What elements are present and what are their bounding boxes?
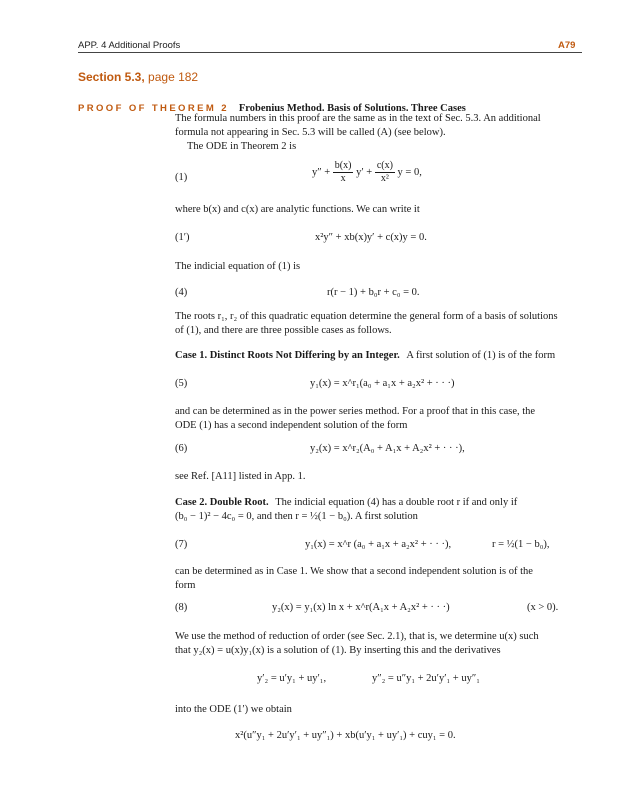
equation-1 (312, 160, 422, 185)
fraction (333, 160, 354, 185)
equation-6: y₂(x) = x^r₂(A₀ + A₁x + A₂x² + · · ·), (310, 443, 465, 454)
case-1-paragraph (175, 405, 585, 433)
intro-line: The formula numbers in this proof are the same as in the text of Sec. 5.3. An additional (175, 113, 541, 124)
text-line: that y₂(x) = u(x)y₁(x) is a solution of (1). By inserting this and the derivatives (175, 645, 501, 656)
derivative-1: y′₂ = u′y₁ + uy′₁, (257, 673, 327, 684)
section-title: Section 5.3, (78, 70, 145, 84)
text-line: We use the method of reduction of order (see Sec. 2.1), that is, we determine u(x) such (175, 631, 539, 642)
page-number: A79 (558, 40, 576, 51)
case-1-heading (175, 349, 555, 363)
frac-den: x (340, 173, 346, 184)
running-header: APP. 4 Additional Proofs (78, 40, 181, 51)
text-line: (b₀ − 1)² − 4c₀ = 0, and then r = ½(1 − b₀). A first solution (175, 511, 418, 522)
equation-5: y₁(x) = x^r₁(a₀ + a₁x + a₂x² + · · ·) (310, 378, 455, 389)
equation-8-condition: (x > 0). (527, 602, 559, 613)
intro-paragraph (175, 112, 585, 154)
case-text: The indicial equation (4) has a double root r if and only if (275, 497, 518, 508)
section-heading (78, 70, 198, 84)
equation-number: (8) (175, 602, 188, 613)
derivative-2: y″₂ = u″y₁ + 2u′y′₁ + uy″₁ (372, 673, 480, 684)
equation-number: (6) (175, 443, 188, 454)
proof-label: PROOF OF THEOREM 2 (78, 103, 229, 114)
eq-term: y″ + (312, 166, 331, 178)
case-title: Case 1. Distinct Roots Not Differing by an Integer. (175, 350, 400, 361)
frac-num: c(x) (376, 160, 393, 171)
equation-7: y₁(x) = x^r (a₀ + a₁x + a₂x² + · · ·), (305, 539, 452, 550)
where-text: where b(x) and c(x) are analytic functions. We can write it (175, 204, 420, 215)
equation-number: (5) (175, 378, 188, 389)
text-line: of (1), and there are three possible cases as follows. (175, 325, 392, 336)
frac-den: x² (380, 173, 389, 184)
reference-text: see Ref. [A11] listed in App. 1. (175, 471, 306, 482)
equation-number: (1) (175, 172, 188, 183)
eq-term: y′ + (356, 166, 373, 178)
case-title: Case 2. Double Root. (175, 497, 269, 508)
equation-4: r(r − 1) + b₀r + c₀ = 0. (327, 287, 420, 298)
equation-number: (1′) (175, 232, 190, 243)
equation-number: (4) (175, 287, 188, 298)
case-2-paragraph (175, 496, 585, 524)
frac-num: b(x) (334, 160, 352, 171)
reduction-paragraph (175, 630, 585, 658)
text-line: ODE (1) has a second independent solution of the form (175, 420, 408, 431)
text-line: form (175, 580, 196, 591)
text-line: The roots r₁, r₂ of this quadratic equation determine the general form of a basis of solutions (175, 311, 558, 322)
equation-7-condition: r = ½(1 − b₀), (492, 539, 550, 550)
eq-term: y = 0, (397, 166, 422, 178)
roots-paragraph (175, 310, 585, 338)
indicial-intro: The indicial equation of (1) is (175, 261, 301, 272)
case-text: A first solution of (1) is of the form (406, 350, 556, 361)
equation-number: (7) (175, 539, 188, 550)
text-line: can be determined as in Case 1. We show that a second independent solution is of the (175, 566, 533, 577)
into-text: into the ODE (1′) we obtain (175, 704, 292, 715)
equation-8: y₂(x) = y₁(x) ln x + x^r(A₁x + A₂x² + · · ·) (272, 602, 450, 613)
equation-final: x²(u″y₁ + 2u′y′₁ + uy″₁) + xb(u′y₁ + uy′₁) + cuy₁ = 0. (235, 730, 456, 741)
header-rule (78, 52, 582, 53)
section-page: page 182 (148, 70, 199, 84)
proof-title: Frobenius Method. Basis of Solutions. Three Cases (238, 103, 466, 114)
intro-line: The ODE in Theorem 2 is (187, 141, 297, 152)
case-2b-paragraph (175, 565, 585, 593)
fraction (375, 160, 395, 185)
intro-line: formula not appearing in Sec. 5.3 will be called (A) (see below). (175, 127, 446, 138)
equation-1-prime: x²y″ + xb(x)y′ + c(x)y = 0. (315, 232, 427, 243)
text-line: and can be determined as in the power series method. For a proof that in this case, the (175, 406, 536, 417)
